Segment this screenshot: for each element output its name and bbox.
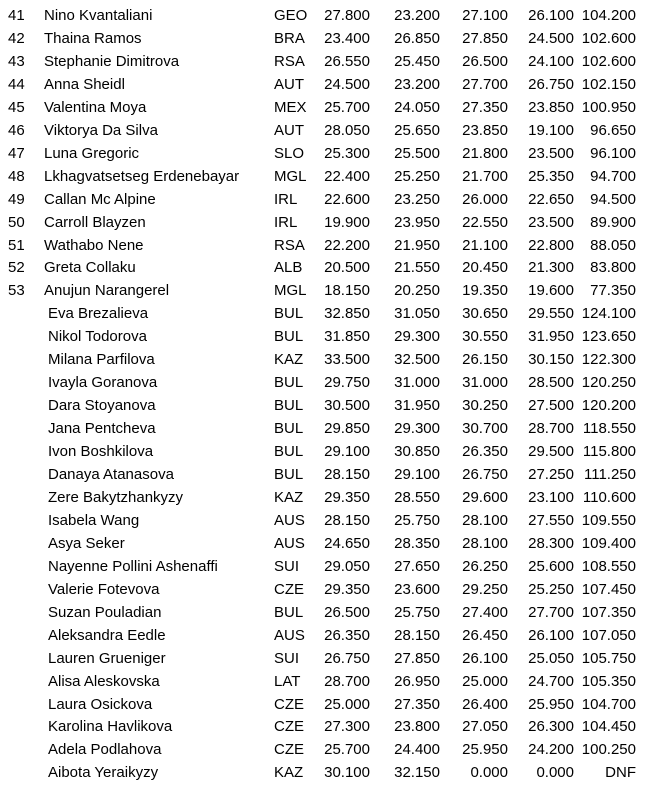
- table-row: [0, 279, 650, 302]
- table-row: [0, 394, 650, 417]
- nation-cell: AUT: [274, 121, 304, 139]
- rank-cell: 46: [8, 121, 25, 139]
- score-3-cell: 30.700: [462, 420, 508, 438]
- table-row: [0, 647, 650, 670]
- score-4-cell: 25.950: [528, 695, 574, 713]
- score-4-cell: 27.550: [528, 511, 574, 529]
- score-1-cell: 31.850: [324, 328, 370, 346]
- score-1-cell: 30.500: [324, 397, 370, 415]
- score-3-cell: 25.950: [462, 741, 508, 759]
- athlete-name-cell: Asya Seker: [48, 534, 125, 552]
- score-4-cell: 31.950: [528, 328, 574, 346]
- table-row: [0, 670, 650, 693]
- nation-cell: MGL: [274, 282, 307, 300]
- score-2-cell: 27.650: [394, 557, 440, 575]
- score-4-cell: 27.250: [528, 466, 574, 483]
- nation-cell: BUL: [274, 397, 304, 415]
- score-2-cell: 25.250: [394, 167, 440, 185]
- total-score-cell: 105.750: [581, 649, 636, 667]
- score-1-cell: 29.850: [324, 420, 370, 438]
- athlete-name-cell: Valentina Moya: [44, 98, 147, 116]
- score-1-cell: 23.400: [324, 29, 370, 47]
- score-2-cell: 30.850: [394, 443, 440, 461]
- athlete-name-cell: Greta Collaku: [44, 259, 136, 277]
- athlete-name-cell: Milana Parfilova: [48, 351, 155, 369]
- score-2-cell: 32.150: [394, 764, 440, 782]
- score-4-cell: 28.700: [528, 420, 574, 438]
- table-row: [0, 715, 650, 738]
- score-1-cell: 22.600: [324, 190, 370, 208]
- score-2-cell: 25.650: [394, 121, 440, 139]
- table-row: [0, 693, 650, 716]
- table-row: [0, 555, 650, 578]
- athlete-name-cell: Dara Stoyanova: [48, 397, 156, 415]
- rank-cell: 45: [8, 98, 25, 116]
- score-3-cell: 28.100: [462, 511, 508, 529]
- athlete-name-cell: Isabela Wang: [48, 511, 140, 529]
- athlete-name-cell: Stephanie Dimitrova: [44, 52, 180, 70]
- athlete-name-cell: Eva Brezalieva: [48, 305, 149, 323]
- score-1-cell: 26.500: [324, 603, 370, 621]
- score-3-cell: 21.100: [462, 236, 508, 254]
- score-1-cell: 25.700: [324, 741, 370, 759]
- score-4-cell: 22.800: [528, 236, 574, 254]
- rank-cell: 49: [8, 190, 25, 208]
- score-3-cell: 26.100: [462, 649, 508, 667]
- total-score-cell: 104.200: [581, 7, 636, 24]
- score-4-cell: 26.100: [528, 626, 574, 644]
- table-row: [0, 188, 650, 211]
- athlete-name-cell: Alisa Aleskovska: [48, 672, 160, 690]
- nation-cell: KAZ: [274, 488, 304, 506]
- total-score-cell: 102.150: [581, 75, 636, 93]
- score-2-cell: 23.250: [394, 190, 440, 208]
- score-2-cell: 24.400: [394, 741, 440, 759]
- score-4-cell: 23.850: [528, 98, 574, 116]
- total-score-cell: 102.600: [581, 29, 636, 47]
- score-4-cell: 23.100: [528, 488, 574, 506]
- score-1-cell: 33.500: [324, 351, 370, 369]
- table-row: [0, 73, 650, 96]
- nation-cell: AUS: [274, 511, 305, 529]
- athlete-name-cell: Aleksandra Eedle: [48, 626, 166, 644]
- table-row: [0, 27, 650, 50]
- score-3-cell: 0.000: [470, 764, 508, 782]
- score-4-cell: 26.100: [528, 7, 574, 24]
- nation-cell: CZE: [274, 741, 304, 759]
- score-4-cell: 25.350: [528, 167, 574, 185]
- athlete-name-cell: Anna Sheidl: [44, 75, 125, 93]
- table-row: [0, 4, 650, 27]
- nation-cell: CZE: [274, 718, 304, 736]
- nation-cell: RSA: [274, 236, 305, 254]
- score-1-cell: 25.000: [324, 695, 370, 713]
- total-score-cell: 104.450: [581, 718, 636, 736]
- score-3-cell: 29.250: [462, 580, 508, 598]
- score-1-cell: 29.350: [324, 488, 370, 506]
- score-2-cell: 23.800: [394, 718, 440, 736]
- score-3-cell: 26.350: [462, 443, 508, 461]
- rank-cell: 42: [8, 29, 25, 47]
- total-score-cell: 109.400: [581, 534, 636, 552]
- table-row: [0, 440, 650, 463]
- athlete-name-cell: Nayenne Pollini Ashenaffi: [48, 557, 218, 575]
- score-4-cell: 30.150: [528, 351, 574, 369]
- nation-cell: BUL: [274, 466, 304, 483]
- score-3-cell: 27.100: [462, 7, 508, 24]
- score-2-cell: 23.200: [394, 75, 440, 93]
- table-row: [0, 348, 650, 371]
- table-row: [0, 486, 650, 509]
- score-3-cell: 26.450: [462, 626, 508, 644]
- total-score-cell: 107.050: [581, 626, 636, 644]
- total-score-cell: 120.200: [581, 397, 636, 415]
- athlete-name-cell: Lauren Grueniger: [48, 649, 166, 667]
- athlete-name-cell: Adela Podlahova: [48, 741, 162, 759]
- score-2-cell: 29.300: [394, 420, 440, 438]
- score-2-cell: 25.500: [394, 144, 440, 162]
- score-4-cell: 29.500: [528, 443, 574, 461]
- score-3-cell: 28.100: [462, 534, 508, 552]
- nation-cell: CZE: [274, 580, 304, 598]
- score-3-cell: 30.650: [462, 305, 508, 323]
- total-score-cell: 105.350: [581, 672, 636, 690]
- score-3-cell: 26.150: [462, 351, 508, 369]
- total-score-cell: 107.350: [581, 603, 636, 621]
- athlete-name-cell: Aibota Yeraikyzy: [48, 764, 159, 782]
- table-row: [0, 417, 650, 440]
- total-score-cell: 100.250: [581, 741, 636, 759]
- table-row: [0, 165, 650, 188]
- score-2-cell: 29.100: [394, 466, 440, 483]
- athlete-name-cell: Jana Pentcheva: [48, 420, 156, 438]
- athlete-name-cell: Suzan Pouladian: [48, 603, 162, 621]
- score-1-cell: 22.400: [324, 167, 370, 185]
- table-row: [0, 601, 650, 624]
- nation-cell: MEX: [274, 98, 307, 116]
- nation-cell: BUL: [274, 328, 304, 346]
- score-1-cell: 28.150: [324, 511, 370, 529]
- score-1-cell: 28.050: [324, 121, 370, 139]
- score-1-cell: 18.150: [324, 282, 370, 300]
- score-4-cell: 19.600: [528, 282, 574, 300]
- athlete-name-cell: Danaya Atanasova: [48, 466, 174, 483]
- nation-cell: BUL: [274, 443, 304, 461]
- athlete-name-cell: Laura Osickova: [48, 695, 153, 713]
- athlete-name-cell: Luna Gregoric: [44, 144, 140, 162]
- score-2-cell: 25.450: [394, 52, 440, 70]
- score-3-cell: 23.850: [462, 121, 508, 139]
- score-2-cell: 31.050: [394, 305, 440, 323]
- score-1-cell: 20.500: [324, 259, 370, 277]
- rank-cell: 51: [8, 236, 25, 254]
- score-2-cell: 31.950: [394, 397, 440, 415]
- score-2-cell: 28.150: [394, 626, 440, 644]
- score-1-cell: 29.100: [324, 443, 370, 461]
- score-3-cell: 19.350: [462, 282, 508, 300]
- athlete-name-cell: Nikol Todorova: [48, 328, 147, 346]
- total-score-cell: 110.600: [582, 488, 636, 506]
- score-2-cell: 25.750: [394, 511, 440, 529]
- score-3-cell: 22.550: [462, 213, 508, 231]
- score-2-cell: 20.250: [394, 282, 440, 300]
- nation-cell: MGL: [274, 167, 307, 185]
- score-2-cell: 26.950: [394, 672, 440, 690]
- total-score-cell: DNF: [605, 764, 636, 782]
- nation-cell: KAZ: [274, 351, 304, 369]
- score-4-cell: 24.100: [528, 52, 574, 70]
- rank-cell: 53: [8, 282, 25, 300]
- score-4-cell: 28.300: [528, 534, 574, 552]
- nation-cell: BUL: [274, 305, 304, 323]
- score-2-cell: 23.600: [394, 580, 440, 598]
- score-2-cell: 31.000: [394, 374, 440, 392]
- nation-cell: SUI: [274, 557, 300, 575]
- score-4-cell: 24.700: [528, 672, 574, 690]
- nation-cell: LAT: [274, 672, 301, 690]
- rank-cell: 47: [8, 144, 25, 162]
- score-4-cell: 26.750: [528, 75, 574, 93]
- athlete-name-cell: Callan Mc Alpine: [44, 190, 156, 208]
- score-1-cell: 29.050: [324, 557, 370, 575]
- score-3-cell: 27.850: [462, 29, 508, 47]
- score-3-cell: 30.250: [462, 397, 508, 415]
- score-1-cell: 26.350: [324, 626, 370, 644]
- score-2-cell: 29.300: [394, 328, 440, 346]
- table-row: [0, 463, 650, 486]
- table-row: [0, 624, 650, 647]
- score-2-cell: 32.500: [394, 351, 440, 369]
- athlete-name-cell: Zere Bakytzhankyzy: [48, 488, 184, 506]
- table-row: [0, 119, 650, 142]
- score-3-cell: 29.600: [462, 488, 508, 506]
- score-4-cell: 23.500: [528, 213, 574, 231]
- table-row: [0, 302, 650, 325]
- table-row: [0, 50, 650, 73]
- score-3-cell: 27.050: [462, 718, 508, 736]
- score-1-cell: 24.500: [324, 75, 370, 93]
- table-row: [0, 761, 650, 784]
- nation-cell: BUL: [274, 603, 304, 621]
- score-4-cell: 23.500: [528, 144, 574, 162]
- rank-cell: 41: [8, 7, 25, 24]
- score-2-cell: 23.950: [394, 213, 440, 231]
- score-3-cell: 21.800: [462, 144, 508, 162]
- score-4-cell: 26.300: [528, 718, 574, 736]
- score-3-cell: 30.550: [462, 328, 508, 346]
- score-3-cell: 26.750: [462, 466, 508, 483]
- nation-cell: KAZ: [274, 764, 304, 782]
- score-1-cell: 25.300: [324, 144, 370, 162]
- score-1-cell: 22.200: [324, 236, 370, 254]
- score-1-cell: 27.300: [324, 718, 370, 736]
- score-2-cell: 26.850: [394, 29, 440, 47]
- score-2-cell: 23.200: [394, 7, 440, 24]
- score-3-cell: 26.000: [462, 190, 508, 208]
- table-row: [0, 738, 650, 761]
- total-score-cell: 108.550: [581, 557, 636, 575]
- total-score-cell: 118.550: [582, 420, 636, 438]
- athlete-name-cell: Thaina Ramos: [44, 29, 142, 47]
- nation-cell: RSA: [274, 52, 305, 70]
- score-4-cell: 24.500: [528, 29, 574, 47]
- athlete-name-cell: Valerie Fotevova: [48, 580, 160, 598]
- total-score-cell: 109.550: [581, 511, 636, 529]
- score-1-cell: 26.550: [324, 52, 370, 70]
- score-4-cell: 22.650: [528, 190, 574, 208]
- rank-cell: 50: [8, 213, 25, 231]
- score-4-cell: 29.550: [528, 305, 574, 323]
- score-4-cell: 21.300: [528, 259, 574, 277]
- total-score-cell: 111.250: [584, 466, 636, 483]
- nation-cell: AUS: [274, 626, 305, 644]
- score-1-cell: 24.650: [324, 534, 370, 552]
- score-3-cell: 21.700: [462, 167, 508, 185]
- score-3-cell: 27.400: [462, 603, 508, 621]
- score-3-cell: 27.700: [462, 75, 508, 93]
- total-score-cell: 102.600: [581, 52, 636, 70]
- score-4-cell: 28.500: [528, 374, 574, 392]
- rank-cell: 43: [8, 52, 25, 70]
- score-3-cell: 26.400: [462, 695, 508, 713]
- nation-cell: BUL: [274, 374, 304, 392]
- total-score-cell: 122.300: [581, 351, 636, 369]
- total-score-cell: 107.450: [581, 580, 636, 598]
- athlete-name-cell: Ivayla Goranova: [48, 374, 158, 392]
- score-3-cell: 26.250: [462, 557, 508, 575]
- score-3-cell: 20.450: [462, 259, 508, 277]
- score-3-cell: 27.350: [462, 98, 508, 116]
- table-row: [0, 211, 650, 234]
- score-2-cell: 28.350: [394, 534, 440, 552]
- nation-cell: IRL: [274, 213, 298, 231]
- table-row: [0, 509, 650, 532]
- table-row: [0, 371, 650, 394]
- total-score-cell: 104.700: [581, 695, 636, 713]
- score-1-cell: 32.850: [324, 305, 370, 323]
- athlete-name-cell: Carroll Blayzen: [44, 213, 146, 231]
- table-row: [0, 96, 650, 119]
- score-4-cell: 25.600: [528, 557, 574, 575]
- score-2-cell: 24.050: [394, 98, 440, 116]
- athlete-name-cell: Viktorya Da Silva: [44, 121, 158, 139]
- nation-cell: AUT: [274, 75, 304, 93]
- rank-cell: 52: [8, 259, 25, 277]
- score-1-cell: 19.900: [324, 213, 370, 231]
- table-row: [0, 578, 650, 601]
- score-2-cell: 25.750: [394, 603, 440, 621]
- athlete-name-cell: Lkhagvatsetseg Erdenebayar: [44, 167, 240, 185]
- total-score-cell: 89.900: [590, 213, 636, 231]
- score-1-cell: 29.350: [324, 580, 370, 598]
- score-1-cell: 29.750: [324, 374, 370, 392]
- score-4-cell: 24.200: [528, 741, 574, 759]
- score-1-cell: 28.700: [324, 672, 370, 690]
- nation-cell: GEO: [274, 7, 308, 24]
- athlete-name-cell: Nino Kvantaliani: [44, 7, 153, 24]
- total-score-cell: 88.050: [590, 236, 636, 254]
- score-4-cell: 27.700: [528, 603, 574, 621]
- rank-cell: 48: [8, 167, 25, 185]
- score-3-cell: 31.000: [462, 374, 508, 392]
- score-3-cell: 26.500: [462, 52, 508, 70]
- table-row: [0, 325, 650, 348]
- score-3-cell: 25.000: [462, 672, 508, 690]
- score-1-cell: 28.150: [324, 466, 370, 483]
- total-score-cell: 77.350: [590, 282, 636, 300]
- score-4-cell: 25.050: [528, 649, 574, 667]
- table-row: [0, 256, 650, 279]
- score-4-cell: 19.100: [528, 121, 574, 139]
- total-score-cell: 96.100: [590, 144, 636, 162]
- score-1-cell: 27.800: [324, 7, 370, 24]
- athlete-name-cell: Anujun Narangerel: [44, 282, 170, 300]
- nation-cell: AUS: [274, 534, 305, 552]
- score-2-cell: 21.550: [394, 259, 440, 277]
- total-score-cell: 115.800: [582, 443, 636, 461]
- total-score-cell: 123.650: [581, 328, 636, 346]
- athlete-name-cell: Ivon Boshkilova: [48, 443, 154, 461]
- athlete-name-cell: Karolina Havlikova: [48, 718, 173, 736]
- nation-cell: SUI: [274, 649, 300, 667]
- rank-cell: 44: [8, 75, 25, 93]
- nation-cell: CZE: [274, 695, 304, 713]
- score-2-cell: 27.850: [394, 649, 440, 667]
- total-score-cell: 96.650: [590, 121, 636, 139]
- total-score-cell: 94.500: [590, 190, 636, 208]
- nation-cell: SLO: [274, 144, 305, 162]
- table-row: [0, 532, 650, 555]
- table-row: [0, 234, 650, 257]
- nation-cell: IRL: [274, 190, 298, 208]
- nation-cell: ALB: [274, 259, 303, 277]
- total-score-cell: 94.700: [590, 167, 636, 185]
- table-row: [0, 142, 650, 165]
- total-score-cell: 100.950: [581, 98, 636, 116]
- score-4-cell: 25.250: [528, 580, 574, 598]
- total-score-cell: 120.250: [581, 374, 636, 392]
- score-1-cell: 25.700: [324, 98, 370, 116]
- total-score-cell: 124.100: [581, 305, 636, 323]
- score-2-cell: 28.550: [394, 488, 440, 506]
- score-2-cell: 21.950: [394, 236, 440, 254]
- score-4-cell: 27.500: [528, 397, 574, 415]
- score-1-cell: 26.750: [324, 649, 370, 667]
- athlete-name-cell: Wathabo Nene: [44, 236, 144, 254]
- total-score-cell: 83.800: [590, 259, 636, 277]
- score-2-cell: 27.350: [394, 695, 440, 713]
- nation-cell: BRA: [274, 29, 305, 47]
- nation-cell: BUL: [274, 420, 304, 438]
- score-4-cell: 0.000: [536, 764, 574, 782]
- score-1-cell: 30.100: [324, 764, 370, 782]
